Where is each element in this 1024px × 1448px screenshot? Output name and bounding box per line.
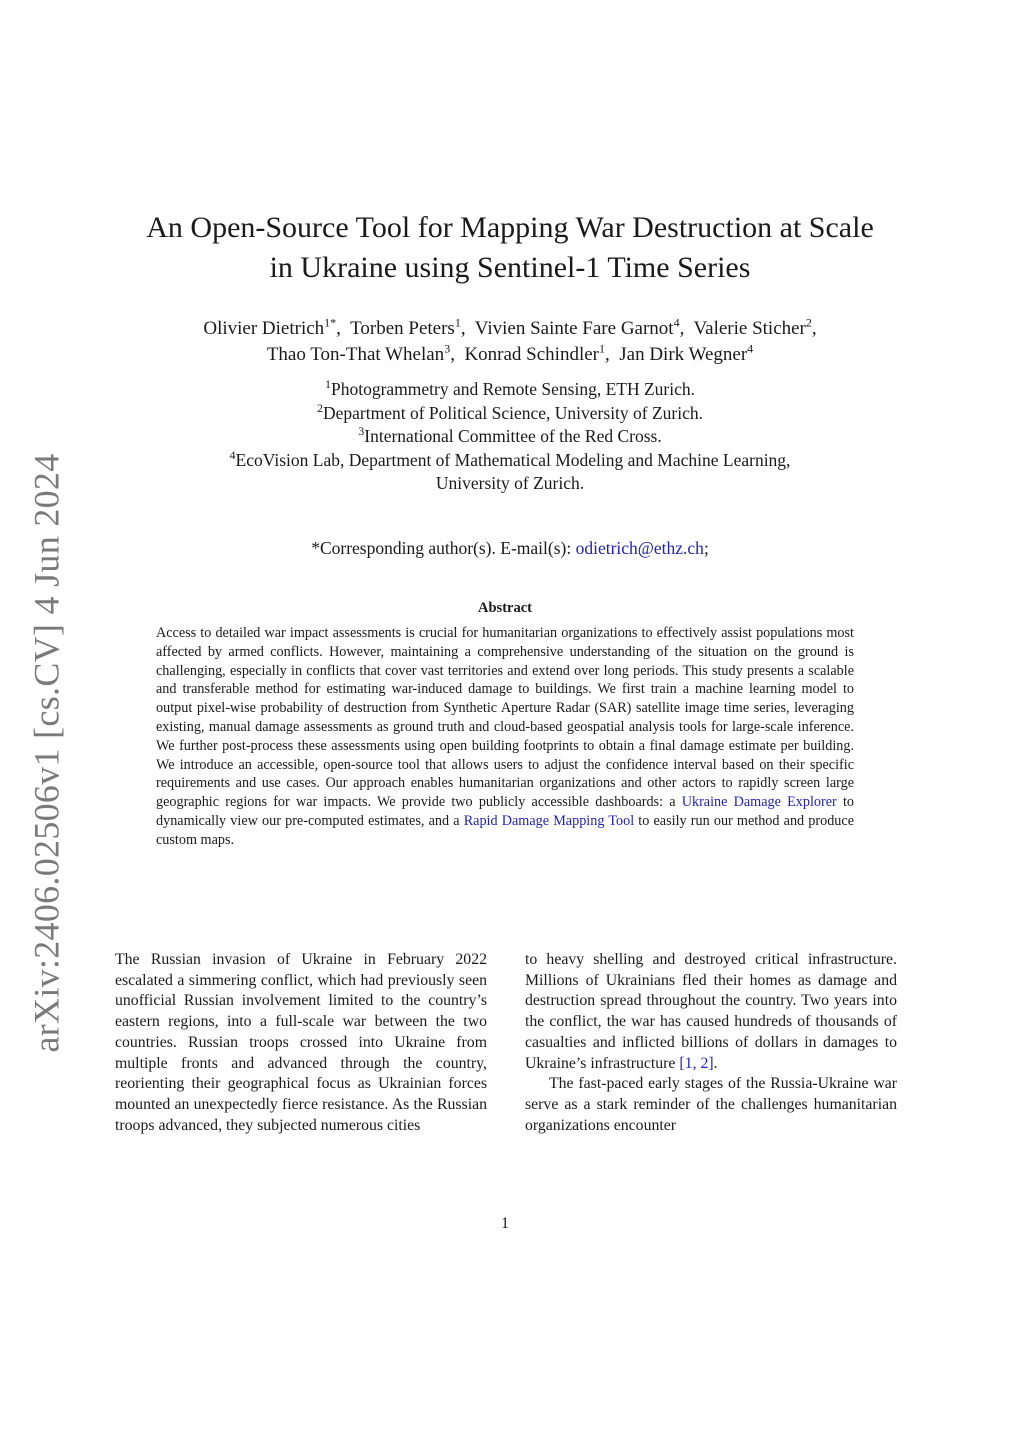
author-affil: 1 [599, 341, 605, 356]
author-name: Thao Ton-That Whelan [266, 344, 445, 365]
corresponding-prefix: *Corresponding author(s). E-mail(s): [311, 538, 576, 558]
citation-bracket: [ [679, 1054, 685, 1072]
affiliation-marker: 2 [316, 400, 323, 415]
rapid-damage-mapping-tool-link[interactable]: Rapid Damage Mapping Tool [463, 812, 635, 829]
affiliation-4 [110, 449, 910, 473]
body-column-right [525, 950, 897, 1136]
abstract-text: Access to detailed war impact assessments is crucial for humanitarian organizations to effectively assist populations most affected by armed conflicts. However, maintaining a comprehensive understanding of the situation on the ground is challenging, especially in conflicts that cover vast territories and extend over long periods. This study presents a scalable and transferable method for estimating war-induced damage to buildings. We first train a machine learning model to output pixel-wise probability of destruction from Synthetic Aperture Radar (SAR) satellite image time series, leveraging existing, manual damage assessments as ground truth and cloud-based geospatial analysis tools for large-scale inference. We further post-process these assessments using open building footprints to obtain a final damage estimate per building. We introduce an accessible, open-source tool that allows users to adjust the confidence interval based on their specific requirements and use cases. Our approach enables humanitarian organizations and other actors to rapidly screen large geographic regions for war impacts. We provide two publicly accessible dashboards: a [156, 625, 854, 811]
title-line-2: in Ukraine using Sentinel-1 Time Series [269, 251, 751, 284]
author-name: Valerie Sticher [693, 318, 806, 339]
affiliation-text: International Committee of the Red Cross. [364, 426, 662, 446]
author-name: Torben Peters [350, 318, 455, 339]
affiliation-text: Photogrammetry and Remote Sensing, ETH Zurich. [330, 379, 696, 399]
affiliation-marker: 1 [324, 377, 331, 392]
affiliation-3 [110, 425, 910, 449]
citation-link[interactable]: 2 [700, 1054, 709, 1072]
author-line-1: Olivier Dietrich$^{1*}$, Torben Peters$^1$, Vivien Sainte Fare Garnot$^4$, Valerie Sticher$^2$, [203, 315, 817, 339]
corresponding-author [110, 537, 910, 560]
author-affil: 4 [673, 315, 680, 330]
paper-title [110, 208, 910, 288]
author-affil: 1 [454, 315, 461, 330]
author-name: Jan Dirk Wegner [619, 344, 748, 365]
title-line-1: An Open-Source Tool for Mapping War Destruction at Scale [146, 211, 874, 244]
abstract-text: to dynamically view our pre-computed estimates, and a [156, 794, 854, 829]
affiliation-4-cont: University of Zurich. [435, 473, 585, 493]
body-column-left [115, 950, 487, 1136]
page-number: 1 [501, 1215, 509, 1232]
body-text: to heavy shelling and destroyed critical infrastructure. Millions of Ukrainians fled their homes as damage and destruction spread throughout the country. Two years into the conflict, the war has caused hundreds of thousands of casualties and inflicted billions of dollars in damages to Ukraine’s infrastructure [525, 951, 897, 1072]
author-name: Vivien Sainte Fare Garnot [474, 318, 674, 339]
citation-separator: , [692, 1054, 701, 1072]
affiliation-2 [110, 402, 910, 426]
author-name: Konrad Schindler [464, 344, 599, 365]
body-text: . [713, 1054, 718, 1072]
author-affil: 1* [324, 315, 337, 330]
abstract-body [156, 624, 854, 850]
author-affil: 4 [747, 341, 754, 356]
body-paragraph [525, 950, 897, 1074]
arxiv-identifier [22, 452, 72, 1053]
author-affil: 3 [444, 341, 451, 356]
arxiv-id-text: arXiv:2406.02506v1 [cs.CV] 4 Jun 2024 [27, 452, 67, 1053]
author-name: Olivier Dietrich [203, 318, 325, 339]
affiliation-list [110, 378, 910, 496]
abstract-text: to easily run our method and produce custom maps. [156, 812, 854, 848]
corresponding-suffix: ; [703, 538, 709, 558]
affiliation-1 [110, 378, 910, 402]
abstract-heading: Abstract [478, 600, 532, 616]
citation-link[interactable]: 1 [684, 1054, 693, 1072]
author-list [110, 316, 910, 368]
body-paragraph: The Russian invasion of Ukraine in February 2022 escalated a simmering conflict, which had previously seen unofficial Russian involvement limited to the country’s eastern regions, into a full-scale war between the two countries. Russian troops crossed into Ukraine from multiple fronts and advanced through the country, reorienting their geographical focus as Ukrainian forces mounted an unexpectedly fierce resistance. As the Russian troops advanced, they subjected numerous cities [115, 951, 487, 1134]
email-link[interactable]: odietrich@ethz.ch [575, 538, 704, 558]
affiliation-text: EcoVision Lab, Department of Mathematical Modeling and Machine Learning, [235, 449, 791, 470]
ukraine-damage-explorer-link[interactable]: Ukraine Damage Explorer [681, 794, 837, 811]
body-paragraph: The fast-paced early stages of the Russia-Ukraine war serve as a stark reminder of the challenges humanitarian organizations encounter [525, 1075, 897, 1134]
citation-bracket: ] [708, 1054, 714, 1072]
affiliation-text: Department of Political Science, University of Zurich. [322, 402, 704, 423]
author-line-2: Thao Ton-That Whelan$^3$, Konrad Schindler$^1$, Jan Dirk Wegner$^4$ [266, 341, 754, 365]
affiliation-marker: 4 [229, 447, 236, 462]
affiliation-marker: 3 [358, 424, 365, 439]
author-affil: 2 [805, 315, 812, 330]
